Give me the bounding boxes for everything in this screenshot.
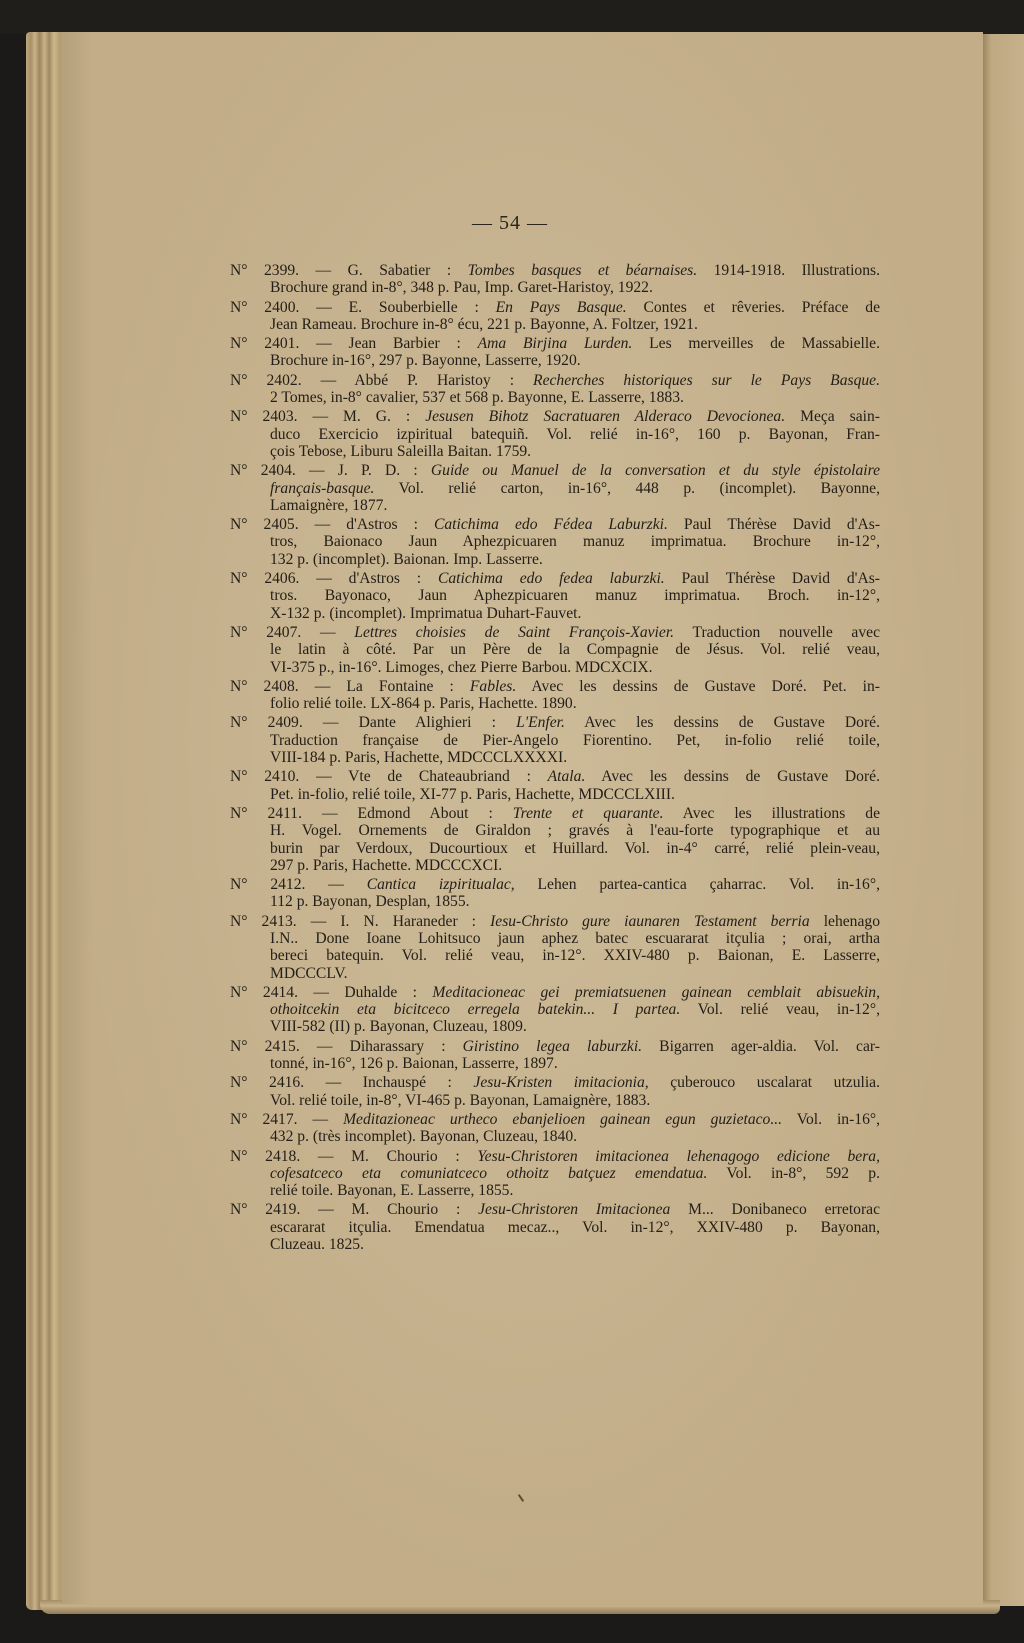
catalogue-entry <box>230 462 880 514</box>
entry-text: Pet. in-folio, relié toile, XI-77 p. Paris, Hachette, MDCCCLXIII. <box>270 785 675 803</box>
entry-continuation-line <box>230 749 880 766</box>
entry-number: N° 2417. <box>230 1110 313 1128</box>
entry-continuation-line <box>230 426 880 443</box>
entry-text: — <box>312 1110 344 1128</box>
catalogue-entry <box>230 805 880 874</box>
entry-title: Catichima edo Fédea Laburzki. <box>433 516 668 534</box>
entry-text: Paul Thérèse David d'As- <box>667 516 881 534</box>
entry-text: — J. P. D. : <box>309 462 431 480</box>
entry-title: Fables. <box>469 677 517 695</box>
entry-text: — Jean Barbier : <box>316 335 478 353</box>
catalogue-entry <box>230 913 880 982</box>
catalogue-entry <box>230 516 880 568</box>
catalogue-entry <box>230 1038 880 1073</box>
entry-text: Cluzeau. 1825. <box>270 1236 364 1254</box>
entry-continuation-line <box>230 947 880 964</box>
entry-continuation-line <box>230 352 880 369</box>
entry-first-line <box>230 913 880 930</box>
entry-title: En Pays Basque. <box>495 298 627 316</box>
entry-text: Meça sain- <box>785 408 880 426</box>
entry-continuation-line <box>230 533 880 550</box>
scan-background <box>0 0 1024 34</box>
catalogue-entry <box>230 335 880 370</box>
entry-title: Catichima edo fedea laburzki. <box>437 570 665 588</box>
entry-text: VIII-582 (II) p. Bayonan, Cluzeau, 1809. <box>270 1018 527 1036</box>
entry-title: français-basque. <box>270 479 375 497</box>
entry-text: burin par Verdoux, Ducourtioux et Huillard. Vol. in-4° carré, relié plein-veau, <box>270 839 880 857</box>
entry-text: duco Exercicio izpiritual batequiñ. Vol. relié in-16°, 160 p. Bayonan, Fran- <box>270 425 880 443</box>
entry-first-line <box>230 984 880 1001</box>
facing-page-edge <box>983 34 1024 1606</box>
entry-title: Iesu-Christo gure iaunaren Testament berria <box>490 912 810 930</box>
catalogue-entries <box>230 262 880 1255</box>
entry-text: Jean Rameau. Brochure in-8° écu, 221 p. Bayonne, A. Foltzer, 1921. <box>270 315 698 333</box>
catalogue-entry <box>230 678 880 713</box>
entry-first-line <box>230 372 880 389</box>
entry-text: tros. Bayonaco, Jaun Aphezpicuaren manuz imprimatua. Broch. in-12°, <box>270 587 880 605</box>
catalogue-entry <box>230 372 880 407</box>
entry-text: Brochure in-16°, 297 p. Bayonne, Lasserre, 1920. <box>270 352 581 370</box>
entry-text: VI-375 p., in-16°. Limoges, chez Pierre Barbou. MDCXCIX. <box>270 658 653 676</box>
entry-text: relié toile. Bayonan, E. Lasserre, 1855. <box>270 1182 514 1200</box>
entry-first-line <box>230 714 880 731</box>
entry-first-line <box>230 1111 880 1128</box>
entry-continuation-line <box>230 1219 880 1236</box>
entry-number: N° 2408. <box>230 677 315 695</box>
entry-first-line <box>230 408 880 425</box>
entry-title: L'Enfer. <box>516 714 565 732</box>
entry-continuation-line <box>230 443 880 460</box>
entry-text: Lamaignère, 1877. <box>270 496 388 514</box>
entry-text: — Abbé P. Haristoy : <box>320 371 534 389</box>
entry-continuation-line <box>230 1055 880 1072</box>
entry-first-line <box>230 1148 880 1165</box>
entry-number: N° 2400. <box>230 298 317 316</box>
entry-continuation-line <box>230 857 880 874</box>
entry-text: — Edmond About : <box>321 804 513 822</box>
entry-title: Trente et quarante. <box>512 804 664 822</box>
entry-continuation-line <box>230 840 880 857</box>
entry-continuation-line <box>230 551 880 568</box>
entry-text: — M. Chourio : <box>318 1201 479 1219</box>
entry-text: Brochure grand in-8°, 348 p. Pau, Imp. Garet-Haristoy, 1922. <box>270 279 653 297</box>
entry-text: — E. Souberbielle : <box>316 298 496 316</box>
entry-text: 132 p. (incomplet). Baionan. Imp. Lasserre. <box>270 550 543 568</box>
entry-text: Vol. in-8°, 592 p. <box>707 1164 881 1182</box>
entry-text: 297 p. Paris, Hachette. MDCCCXCI. <box>270 856 503 874</box>
entry-text: — Duhalde : <box>313 983 433 1001</box>
entry-continuation-line <box>230 587 880 604</box>
entry-text: — Vte de Chateaubriand : <box>316 768 548 786</box>
entry-number: N° 2416. <box>230 1074 326 1092</box>
entry-number: N° 2404. <box>230 462 309 480</box>
entry-text: 2 Tomes, in-8° cavalier, 537 et 568 p. Bayonne, E. Lasserre, 1883. <box>270 389 684 407</box>
entry-number: N° 2415. <box>230 1037 317 1055</box>
entry-text: Traduction nouvelle avec <box>674 623 880 641</box>
entry-text: 112 p. Bayonan, Desplan, 1855. <box>270 893 470 911</box>
entry-number: N° 2412. <box>230 876 329 894</box>
entry-number: N° 2401. <box>230 335 317 353</box>
entry-number: N° 2418. <box>230 1147 318 1165</box>
catalogue-entry <box>230 768 880 803</box>
entry-text: bereci batequin. Vol. relié veau, in-12°. XXIV-480 p. Baionan, E. Lasserre, <box>270 947 880 965</box>
entry-number: N° 2411. <box>230 804 322 822</box>
entry-text: Vol. relié carton, in-16°, 448 p. (incomplet). Bayonne, <box>374 479 880 497</box>
entry-text: H. Vogel. Ornements de Giraldon ; gravés à l'eau-forte typographique et au <box>270 822 880 840</box>
entry-first-line <box>230 462 880 479</box>
entry-text: çuberouco uscalarat utzulia. <box>648 1074 880 1092</box>
entry-continuation-line <box>230 605 880 622</box>
catalogue-entry <box>230 714 880 766</box>
entry-continuation-line <box>230 1128 880 1145</box>
entry-text: MDCCCLV. <box>270 964 348 982</box>
entry-text: — I. N. Haraneder : <box>310 912 491 930</box>
entry-title: Jesu-Christoren Imitacionea <box>478 1201 671 1219</box>
entry-continuation-line <box>230 1182 880 1199</box>
catalogue-entry <box>230 408 880 460</box>
entry-text: — d'Astros : <box>314 516 434 534</box>
entry-number: N° 2406. <box>230 570 317 588</box>
entry-first-line <box>230 805 880 822</box>
entry-text: Contes et rêveries. Préface de <box>626 298 880 316</box>
catalogue-entry <box>230 984 880 1036</box>
entry-first-line <box>230 262 880 279</box>
entry-title: Giristino legea laburzki. <box>462 1037 643 1055</box>
entry-text: Vol. relié toile, in-8°, VI-465 p. Bayonan, Lamaignère, 1883. <box>270 1091 651 1109</box>
entry-continuation-line <box>230 279 880 296</box>
entry-text: 1914-1918. Illustrations. <box>697 262 880 279</box>
catalogue-entry <box>230 876 880 911</box>
entry-continuation-line <box>230 695 880 712</box>
entry-text: Vol. relié veau, in-12°, <box>680 1001 880 1019</box>
entry-title: Guide ou Manuel de la conversation et du style épistolaire <box>430 462 880 480</box>
catalogue-entry <box>230 1148 880 1200</box>
entry-text: X-132 p. (incomplet). Imprimatua Duhart-Fauvet. <box>270 604 582 622</box>
entry-title: Jesusen Bihotz Sacratuaren Alderaco Devocionea. <box>425 408 786 426</box>
entry-first-line <box>230 335 880 352</box>
entry-continuation-line <box>230 659 880 676</box>
entry-title: Yesu-Christoren imitacionea lehenagogo edicione bera, <box>477 1147 880 1165</box>
entry-title: cofesatceco eta comuniatceco othoitz batçuez emendatua. <box>270 1164 708 1182</box>
entry-title: Cantica izpiritualac, <box>366 876 515 894</box>
entry-number: N° 2402. <box>230 371 321 389</box>
entry-title: othoitcekin eta bicitceco erregela batekin... I partea. <box>270 1001 681 1019</box>
entry-text: — Diharassary : <box>316 1037 463 1055</box>
entry-continuation-line <box>230 480 880 497</box>
entry-number: N° 2410. <box>230 768 317 786</box>
catalogue-entry <box>230 1074 880 1109</box>
entry-continuation-line <box>230 965 880 982</box>
entry-number: N° 2414. <box>230 983 314 1001</box>
catalogue-entry <box>230 624 880 676</box>
entry-text: M... Donibaneco erretorac <box>670 1201 880 1219</box>
entry-text: Avec les illustrations de <box>663 804 880 822</box>
catalogue-entry <box>230 262 880 297</box>
entry-text: — Dante Alighieri : <box>322 714 517 732</box>
catalogue-entry <box>230 299 880 334</box>
entry-number: N° 2413. <box>230 912 311 930</box>
entry-first-line <box>230 570 880 587</box>
entry-number: N° 2409. <box>230 714 323 732</box>
entry-number: N° 2407. <box>230 623 320 641</box>
entry-title: Lettres choisies de Saint François-Xavier. <box>354 623 675 641</box>
entry-text: Traduction française de Pier-Angelo Fiorentino. Pet, in-folio relié toile, <box>270 731 880 749</box>
entry-continuation-line <box>230 930 880 947</box>
entry-first-line <box>230 299 880 316</box>
entry-number: N° 2399. <box>230 262 316 279</box>
entry-continuation-line <box>230 1001 880 1018</box>
entry-text: le latin à côté. Par un Père de la Compagnie de Jésus. Vol. relié veau, <box>270 641 880 659</box>
entry-text: Vol. in-16°, <box>782 1110 881 1128</box>
entry-text: lehenago <box>809 912 880 930</box>
entry-text: escararat itçulia. Emendatua mecaz.., Vol. in-12°, XXIV-480 p. Bayonan, <box>270 1218 880 1236</box>
entry-text: — d'Astros : <box>316 570 438 588</box>
entry-first-line <box>230 1201 880 1218</box>
entry-title: Ama Birjina Lurden. <box>477 335 633 353</box>
entry-number: N° 2405. <box>230 516 315 534</box>
entry-text: tros, Baionaco Jaun Aphezpicuaren manuz imprimatua. Brochure in-12°, <box>270 533 880 551</box>
entry-text: Avec les dessins de Gustave Doré. <box>585 768 880 786</box>
entry-text: — <box>319 623 355 641</box>
entry-continuation-line <box>230 389 880 406</box>
book-page-edges <box>26 32 66 1610</box>
entry-text: — M. G. : <box>312 408 426 426</box>
entry-text: — G. Sabatier : <box>315 262 468 279</box>
entry-text: — Inchauspé : <box>325 1074 474 1092</box>
entry-continuation-line <box>230 1165 880 1182</box>
entry-text: Lehen partea-cantica çaharrac. Vol. in-16°, <box>514 876 880 894</box>
catalogue-entry <box>230 1111 880 1146</box>
entry-text: — M. Chourio : <box>317 1147 478 1165</box>
page-number: — 54 — <box>472 212 548 234</box>
entry-text: çois Tebose, Liburu Saleilla Baitan. 1759. <box>270 442 532 460</box>
entry-first-line <box>230 624 880 641</box>
entry-text: — <box>328 876 367 894</box>
entry-continuation-line <box>230 893 880 910</box>
entry-continuation-line <box>230 316 880 333</box>
entry-number: N° 2403. <box>230 408 313 426</box>
entry-first-line <box>230 768 880 785</box>
entry-text: Bigarren ager-aldia. Vol. car- <box>642 1037 880 1055</box>
entry-text: 432 p. (très incomplet). Bayonan, Cluzeau, 1840. <box>270 1128 578 1146</box>
entry-continuation-line <box>230 786 880 803</box>
entry-title: Meditacioneac gei premiatsuenen gainean cemblait abisuekin, <box>432 983 880 1001</box>
entry-first-line <box>230 876 880 893</box>
entry-text: Les merveilles de Massabielle. <box>632 335 880 353</box>
catalogue-entry <box>230 1201 880 1253</box>
entry-continuation-line <box>230 1092 880 1109</box>
entry-first-line <box>230 516 880 533</box>
entry-text: Avec les dessins de Gustave Doré. <box>564 714 880 732</box>
entry-text: Paul Thérèse David d'As- <box>664 570 880 588</box>
entry-continuation-line <box>230 1236 880 1253</box>
entry-continuation-line <box>230 641 880 658</box>
entry-continuation-line <box>230 732 880 749</box>
entry-title: Recherches historiques sur le Pays Basque. <box>533 371 880 389</box>
entry-number: N° 2419. <box>230 1201 319 1219</box>
entry-continuation-line <box>230 1018 880 1035</box>
entry-continuation-line <box>230 822 880 839</box>
entry-title: Atala. <box>547 768 586 786</box>
entry-text: folio relié toile. LX-864 p. Paris, Hachette. 1890. <box>270 695 577 713</box>
entry-text: — La Fontaine : <box>314 677 470 695</box>
entry-text: Avec les dessins de Gustave Doré. Pet. in- <box>516 677 880 695</box>
entry-text: VIII-184 p. Paris, Hachette, MDCCCLXXXXI. <box>270 749 568 767</box>
entry-title: Tombes basques et béarnaises. <box>467 262 698 279</box>
entry-first-line <box>230 678 880 695</box>
entry-title: Meditazioneac urtheco ebanjelioen gainean egun guzietaco... <box>343 1110 783 1128</box>
entry-title: Jesu-Kristen imitacionia, <box>473 1074 649 1092</box>
entry-first-line <box>230 1038 880 1055</box>
entry-text: tonné, in-16°, 126 p. Baionan, Lasserre, 1897. <box>270 1055 558 1073</box>
entry-continuation-line <box>230 497 880 514</box>
entry-first-line <box>230 1074 880 1091</box>
catalogue-entry <box>230 570 880 622</box>
entry-text: I.N.. Done Ioane Lohitsuco jaun aphez batec escuararat itçulia ; orai, artha <box>270 929 880 947</box>
